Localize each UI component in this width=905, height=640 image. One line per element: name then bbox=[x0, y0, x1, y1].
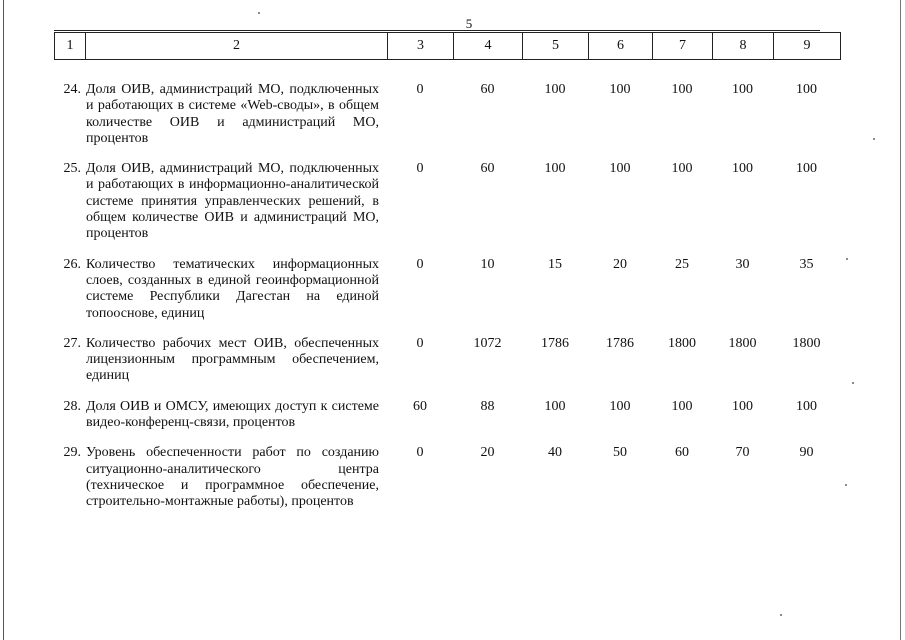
value-col-7: 100 bbox=[671, 161, 693, 177]
value-col-8: 30 bbox=[735, 256, 750, 272]
value-col-5: 100 bbox=[544, 398, 566, 414]
header-col-2: 2 bbox=[86, 33, 388, 60]
row-number: 24. bbox=[63, 82, 81, 97]
value-col-6: 100 bbox=[609, 161, 631, 177]
value-col-4: 60 bbox=[480, 82, 495, 97]
value-col-8: 70 bbox=[735, 445, 750, 461]
page-number: 5 bbox=[465, 16, 473, 31]
value-col-6: 50 bbox=[613, 445, 627, 461]
value-col-5: 100 bbox=[544, 161, 566, 177]
row-number: 28. bbox=[63, 398, 81, 414]
value-col-9: 100 bbox=[796, 82, 817, 97]
header-col-5: 5 bbox=[523, 33, 589, 60]
table-row bbox=[54, 161, 840, 242]
scan-speck bbox=[780, 614, 782, 616]
scan-speck bbox=[873, 138, 875, 140]
table-row bbox=[54, 336, 840, 385]
value-col-9: 100 bbox=[796, 398, 817, 414]
indicator-name: Количество рабочих мест ОИВ, обеспеченных лицензионным программным обеспечением, единиц bbox=[86, 335, 379, 384]
header-col-7: 7 bbox=[653, 33, 713, 60]
row-number: 29. bbox=[63, 445, 81, 461]
value-col-4: 1072 bbox=[473, 335, 502, 351]
scan-speck bbox=[852, 382, 854, 384]
header-col-6: 6 bbox=[589, 33, 653, 60]
scan-speck bbox=[258, 12, 260, 14]
table-row bbox=[54, 445, 840, 510]
table-row bbox=[54, 257, 840, 322]
value-col-3: 0 bbox=[416, 161, 424, 177]
value-col-6: 100 bbox=[609, 398, 631, 414]
value-col-8: 100 bbox=[732, 161, 753, 177]
value-col-5: 100 bbox=[544, 82, 566, 97]
table-header bbox=[54, 32, 841, 60]
value-col-9: 35 bbox=[799, 256, 814, 272]
value-col-7: 100 bbox=[671, 398, 693, 414]
table-row bbox=[54, 82, 840, 147]
value-col-3: 60 bbox=[413, 398, 427, 414]
value-col-4: 88 bbox=[480, 398, 495, 414]
header-row bbox=[55, 33, 841, 60]
value-col-5: 1786 bbox=[541, 335, 569, 351]
table-top-rule bbox=[54, 30, 820, 31]
value-col-6: 20 bbox=[613, 256, 627, 272]
row-number: 27. bbox=[63, 335, 81, 351]
value-col-9: 90 bbox=[799, 445, 814, 461]
indicator-name: Доля ОИВ, администраций МО, подключенных и работающих в информационно-аналитической системе принятия управленческих решений, в общем количестве ОИВ и администраций МО, процентов bbox=[86, 161, 379, 242]
value-col-8: 1800 bbox=[728, 335, 757, 351]
row-number: 26. bbox=[63, 256, 81, 272]
indicator-name: Количество тематических информационных слоев, созданных в единой геоинформационной системе Республики Дагестан на единой топооснове, единиц bbox=[86, 256, 379, 321]
value-col-5: 40 bbox=[548, 445, 562, 461]
scan-edge-left bbox=[3, 0, 4, 640]
table-row bbox=[54, 399, 840, 432]
value-col-7: 100 bbox=[671, 82, 693, 97]
value-col-3: 0 bbox=[416, 335, 424, 351]
value-col-3: 0 bbox=[416, 445, 424, 461]
indicator-name: Доля ОИВ, администраций МО, подключенных и работающих в системе «Web-своды», в общем количестве ОИВ и администраций МО, процентов bbox=[86, 82, 379, 146]
value-col-3: 0 bbox=[416, 82, 424, 97]
value-col-9: 1800 bbox=[792, 335, 821, 351]
value-col-8: 100 bbox=[732, 82, 753, 97]
value-col-7: 25 bbox=[675, 256, 689, 272]
value-col-7: 1800 bbox=[668, 335, 696, 351]
value-col-3: 0 bbox=[416, 256, 424, 272]
value-col-5: 15 bbox=[548, 256, 562, 272]
value-col-4: 20 bbox=[480, 445, 495, 461]
header-col-3: 3 bbox=[388, 33, 454, 60]
header-col-4: 4 bbox=[454, 33, 523, 60]
row-number: 25. bbox=[63, 161, 81, 177]
value-col-9: 100 bbox=[796, 161, 817, 177]
header-col-8: 8 bbox=[713, 33, 774, 60]
indicators-table bbox=[54, 82, 840, 511]
value-col-7: 60 bbox=[675, 445, 689, 461]
scan-speck bbox=[845, 484, 847, 486]
header-col-9: 9 bbox=[774, 33, 841, 60]
header-col-1: 1 bbox=[55, 33, 86, 60]
value-col-6: 100 bbox=[609, 82, 631, 97]
value-col-8: 100 bbox=[732, 398, 753, 414]
value-col-4: 10 bbox=[480, 256, 495, 272]
value-col-6: 1786 bbox=[606, 335, 634, 351]
scan-edge-right bbox=[900, 0, 901, 640]
indicator-name: Уровень обеспеченности работ по созданию ситуационно-аналитического центра (техническое и программное обеспечение, строительно-монтажные работы), процентов bbox=[86, 445, 379, 510]
scan-speck bbox=[846, 258, 848, 260]
value-col-4: 60 bbox=[480, 161, 495, 177]
indicator-name: Доля ОИВ и ОМСУ, имеющих доступ к системе видео-конференц-связи, процентов bbox=[86, 398, 379, 431]
